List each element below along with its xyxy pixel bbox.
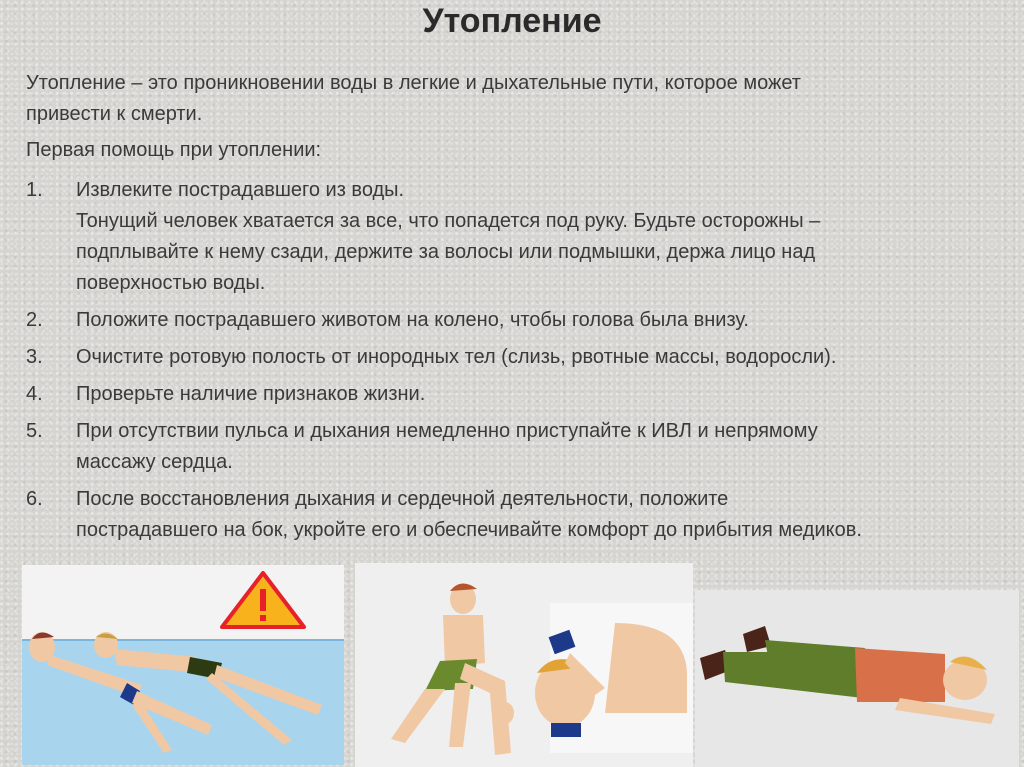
step-item [26, 175, 1016, 299]
page-title: Утопление [422, 2, 602, 40]
step-item [26, 416, 1016, 478]
recovery-position-illustration [695, 590, 1019, 767]
step-line: массажу сердца. [76, 451, 233, 473]
step-line: Извлеките пострадавшего из воды. [76, 179, 405, 201]
step-line: Очистите ротовую полость от инородных тел (слизь, рвотные массы, водоросли). [76, 346, 837, 368]
first-aid-illustration [355, 563, 693, 767]
step-line: пострадавшего на бок, укройте его и обеспечивайте комфорт до прибытия медиков. [76, 519, 862, 541]
steps-list [26, 175, 1016, 552]
step-number: 2. [26, 309, 43, 331]
step-number: 1. [26, 179, 43, 201]
mouth-cleaning-figure [535, 603, 693, 753]
step-line: поверхностью воды. [76, 272, 266, 294]
step-line: Положите пострадавшего животом на колено, чтобы голова была внизу. [76, 309, 749, 331]
step-line: После восстановления дыхания и сердечной деятельности, положите [76, 488, 729, 510]
step-item [26, 484, 1016, 546]
first-aid-drawing [355, 563, 693, 767]
step-line: Проверьте наличие признаков жизни. [76, 383, 426, 405]
step-line: подплывайте к нему сзади, держите за волосы или подмышки, держа лицо над [76, 241, 816, 263]
step-number: 3. [26, 346, 43, 368]
recovery-position-drawing [695, 590, 1019, 767]
rescue-illustration [22, 565, 344, 765]
kneeling-rescuer-figure [391, 583, 485, 747]
step-number: 5. [26, 420, 43, 442]
step-line: При отсутствии пульса и дыхания немедленно приступайте к ИВЛ и непрямому [76, 420, 818, 442]
recovery-person-figure [700, 626, 995, 724]
step-number: 6. [26, 488, 43, 510]
first-aid-heading: Первая помощь при утоплении: [26, 139, 322, 161]
step-item [26, 342, 1016, 373]
step-item [26, 305, 1016, 336]
step-item [26, 379, 1016, 410]
victim-over-knee-figure [460, 663, 514, 755]
rescue-drawing [22, 565, 344, 765]
step-number: 4. [26, 383, 43, 405]
warning-icon [222, 573, 304, 627]
intro-line-2: привести к смерти. [26, 103, 203, 125]
step-line: Тонущий человек хватается за все, что попадется под руку. Будьте осторожны – [76, 210, 821, 232]
intro-line-1: Утопление – это проникновении воды в легкие и дыхательные пути, которое может [26, 72, 801, 94]
intro-text [26, 68, 986, 130]
